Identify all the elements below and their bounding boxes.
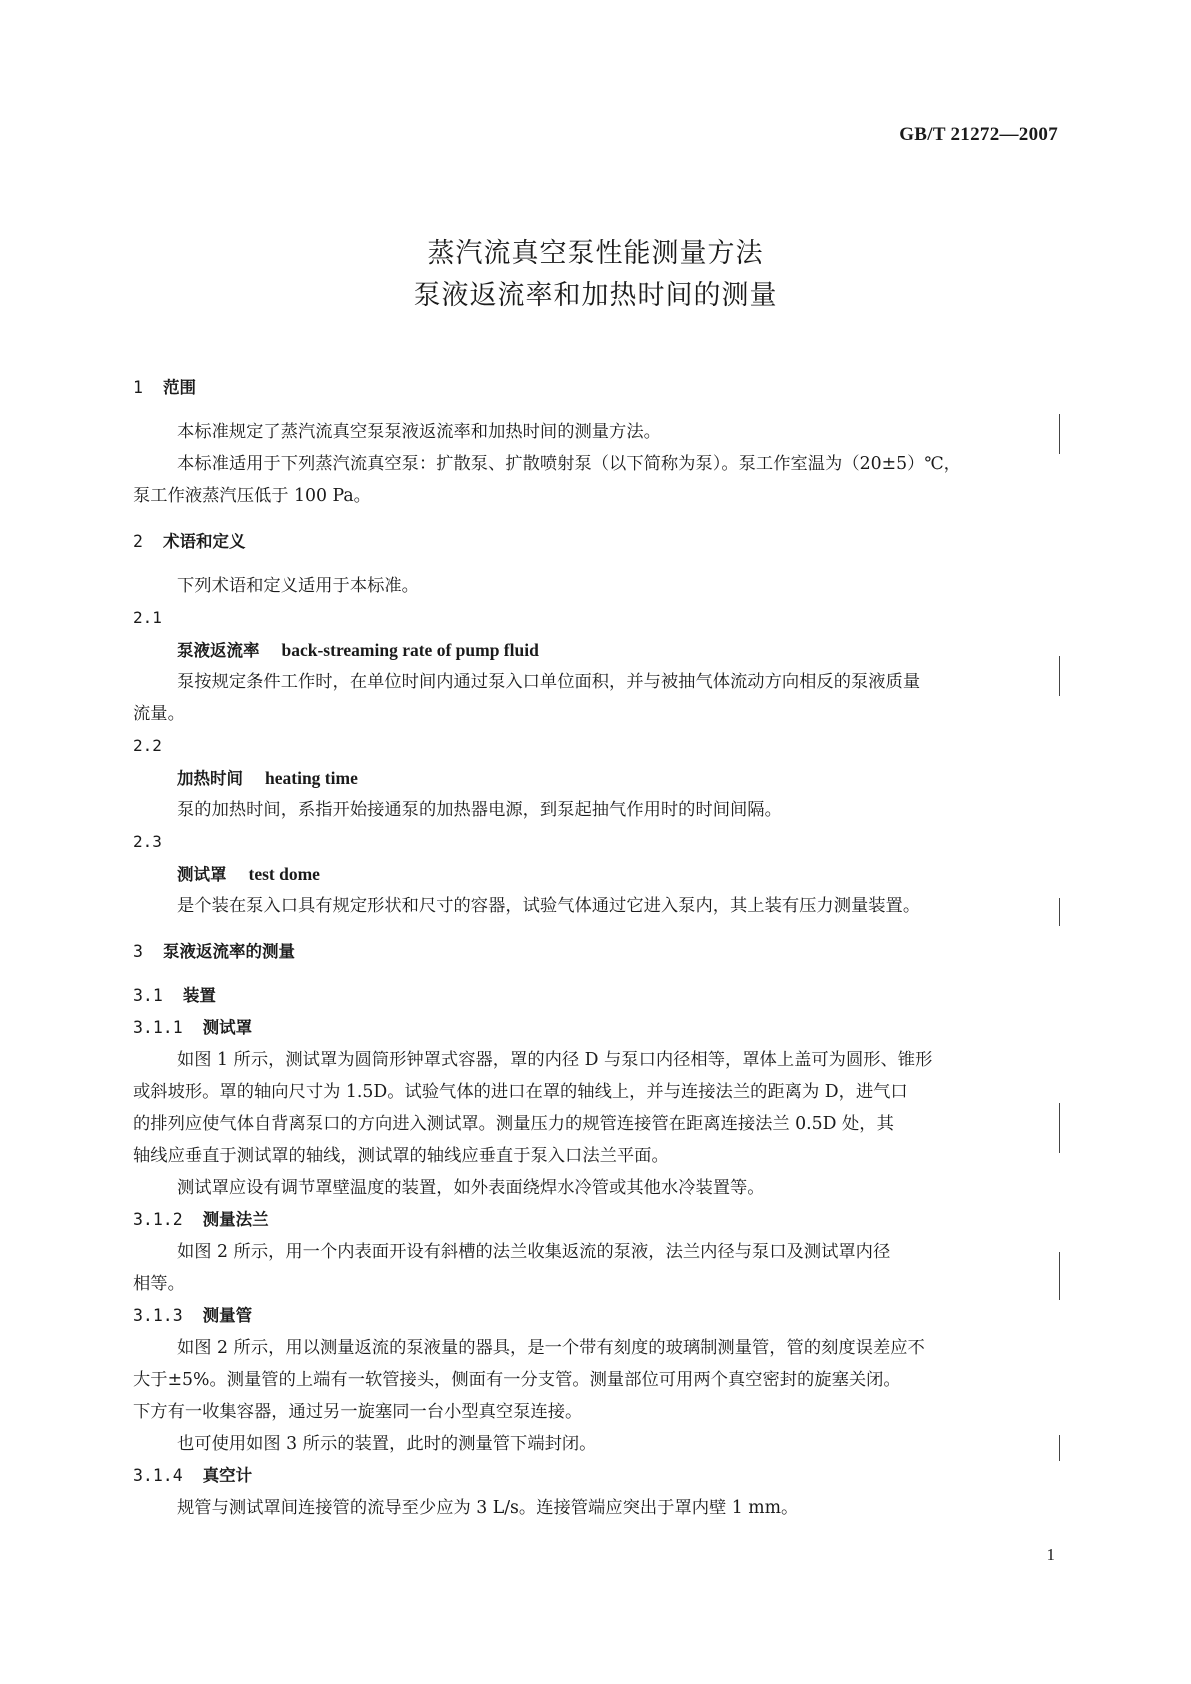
term-entry: 泵液返流率 back-streaming rate of pump fluid (177, 640, 539, 660)
paragraph: 如图 2 所示，用一个内表面开设有斜槽的法兰收集返流的泵液，法兰内径与泵口及测试罩内径 (177, 1242, 891, 1262)
revision-bar (1059, 414, 1060, 454)
term-definition: 泵按规定条件工作时，在单位时间内通过泵入口单位面积，并与被抽气体流动方向相反的泵液质量 (177, 672, 921, 692)
paragraph: 下列术语和定义适用于本标准。 (177, 576, 419, 596)
revision-bar (1059, 898, 1060, 926)
page-number: 1 (1046, 1545, 1055, 1564)
paragraph: 相等。 (133, 1274, 185, 1294)
section-3-heading: 3 泵液返流率的测量 (133, 942, 295, 961)
document-body (133, 372, 1058, 1524)
term-definition: 泵的加热时间，系指开始接通泵的加热器电源，到泵起抽气作用时的时间间隔。 (177, 800, 782, 820)
subsection-heading: 3.1.1 测试罩 (133, 1018, 253, 1037)
paragraph: 也可使用如图 3 所示的装置，此时的测量管下端封闭。 (177, 1434, 597, 1454)
paragraph: 大于±5%。测量管的上端有一软管接头，侧面有一分支管。测量部位可用两个真空密封的旋塞关闭。 (133, 1370, 901, 1390)
revision-bar (1059, 1103, 1060, 1153)
term-entry: 测试罩 test dome (177, 864, 320, 884)
paragraph: 如图 1 所示，测试罩为圆筒形钟罩式容器，罩的内径 D 与泵口内径相等，罩体上盖可为圆形、锥形 (177, 1050, 933, 1070)
subsection-heading: 3.1.4 真空计 (133, 1466, 253, 1485)
clause-number: 2.3 (133, 832, 162, 851)
document-title-line1: 蒸汽流真空泵性能测量方法 (427, 238, 764, 269)
subsection-heading: 3.1 装置 (133, 986, 216, 1005)
revision-bar (1059, 1252, 1060, 1300)
paragraph: 本标准规定了蒸汽流真空泵泵液返流率和加热时间的测量方法。 (177, 422, 661, 442)
paragraph: 泵工作液蒸汽压低于 100 Pa。 (133, 486, 371, 506)
term-entry: 加热时间 heating time (177, 768, 358, 788)
revision-bar (1059, 1435, 1060, 1461)
paragraph: 的排列应使气体自背离泵口的方向进入测试罩。测量压力的规管连接管在距离连接法兰 0.5D 处，其 (133, 1114, 894, 1134)
paragraph: 测试罩应设有调节罩壁温度的装置，如外表面绕焊水冷管或其他水冷装置等。 (177, 1178, 765, 1198)
revision-bar (1059, 656, 1060, 696)
subsection-heading: 3.1.2 测量法兰 (133, 1210, 269, 1229)
clause-number: 2.1 (133, 608, 162, 627)
subsection-heading: 3.1.3 测量管 (133, 1306, 253, 1325)
standard-code: GB/T 21272—2007 (899, 124, 1058, 145)
section-2-heading: 2 术语和定义 (133, 532, 246, 551)
document-title-line2: 泵液返流率和加热时间的测量 (413, 280, 778, 311)
paragraph: 规管与测试罩间连接管的流导至少应为 3 L/s。连接管端应突出于罩内壁 1 mm。 (177, 1498, 799, 1518)
paragraph: 本标准适用于下列蒸汽流真空泵：扩散泵、扩散喷射泵（以下简称为泵）。泵工作室温为（20±5）℃， (177, 454, 961, 474)
paragraph: 下方有一收集容器，通过另一旋塞同一台小型真空泵连接。 (133, 1402, 583, 1422)
paragraph: 轴线应垂直于测试罩的轴线，测试罩的轴线应垂直于泵入口法兰平面。 (133, 1146, 669, 1166)
clause-number: 2.2 (133, 736, 162, 755)
section-1-heading: 1 范围 (133, 378, 196, 397)
term-definition: 流量。 (133, 704, 185, 724)
paragraph: 或斜坡形。罩的轴向尺寸为 1.5D。试验气体的进口在罩的轴线上，并与连接法兰的距离为 D，进气口 (133, 1082, 908, 1102)
paragraph: 如图 2 所示，用以测量返流的泵液量的器具，是一个带有刻度的玻璃制测量管，管的刻度误差应不 (177, 1338, 925, 1358)
term-definition: 是个装在泵入口具有规定形状和尺寸的容器，试验气体通过它进入泵内，其上装有压力测量装置。 (177, 896, 921, 916)
